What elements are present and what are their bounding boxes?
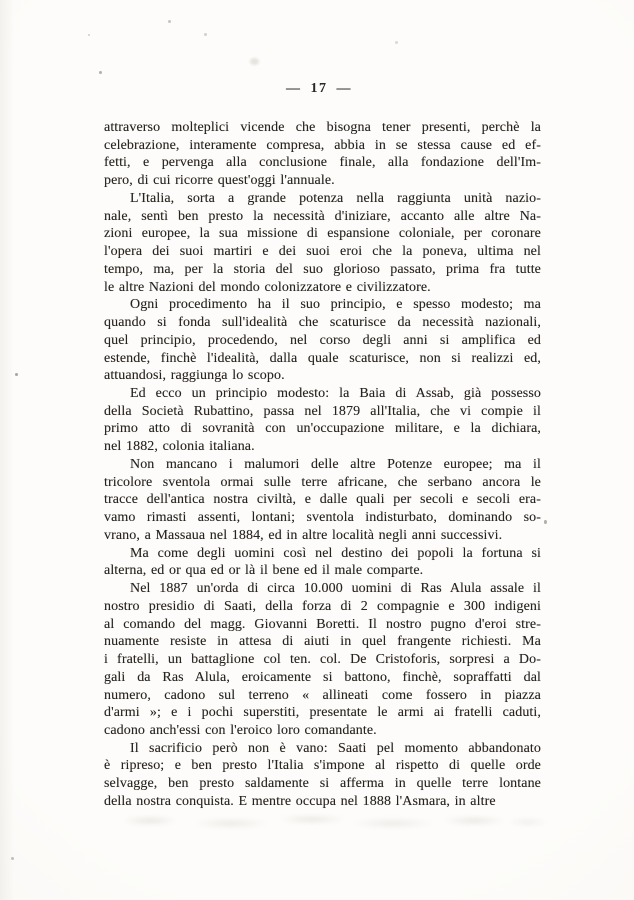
text-line: Ogni procedimento ha il suo principio, e spesso modesto; ma bbox=[130, 297, 541, 313]
text-line: attraverso molteplici vicende che bisogna tener presenti, perchè la bbox=[104, 120, 541, 135]
text-line: pero, di cui ricorre quest'oggi l'annuale. bbox=[104, 173, 335, 189]
text-line: della Società Rubattino, passa nel 1879 all'Italia, che vi compie il bbox=[104, 403, 541, 419]
text-line: zioni europee, la sua missione di espansione coloniale, per coronare bbox=[104, 226, 541, 242]
scan-speck bbox=[99, 71, 102, 74]
page-number: — 17 — bbox=[286, 81, 352, 96]
paragraph bbox=[104, 580, 541, 740]
text-line: Ma come degli uomini così nel destino dei popoli la fortuna si bbox=[130, 545, 541, 561]
text-line: tempo, ma, per la storia del suo glorioso passato, prima fra tutte bbox=[104, 261, 541, 277]
scan-speck bbox=[15, 373, 18, 376]
scan-speck bbox=[250, 58, 259, 65]
scan-speck bbox=[395, 41, 398, 44]
text-line: le altre Nazioni del mondo colonizzatore e civilizzatore. bbox=[104, 279, 431, 295]
text-line: Il sacrificio però non è vano: Saati pel momento abbandonato bbox=[130, 740, 541, 756]
text-line: al comando del magg. Giovanni Boretti. Il nostro pugno d'eroi stre- bbox=[104, 616, 541, 632]
text-line: fetti, e pervenga alla conclusione finale, alla fondazione dell'Im- bbox=[104, 155, 541, 171]
text-line: i fratelli, un battaglione col ten. col. De Cristoforis, sorpresi a Do- bbox=[104, 652, 541, 668]
paragraph bbox=[104, 740, 541, 811]
text-line: quando si fonda sull'idealità che scaturisce da necessità nazionali, bbox=[104, 315, 541, 331]
text-line: Non mancano i malumori delle altre Potenze europee; ma il bbox=[130, 456, 541, 472]
text-line: vamo rimasti assenti, lontani; sventola indisturbato, dominando so- bbox=[104, 510, 541, 526]
scan-speck bbox=[11, 857, 14, 860]
text-line: nale, sentì ben presto la necessità d'iniziare, accanto alle altre Na- bbox=[104, 208, 541, 224]
text-line: nostro presidio di Saati, della forza di 2 compagnie e 300 indigeni bbox=[104, 598, 541, 614]
paragraph bbox=[104, 456, 541, 545]
text-line: alterna, ed or qua ed or là il bene ed il male comparte. bbox=[104, 563, 424, 579]
text-line: quel principio, procedendo, nel corso degli anni si amplifica ed bbox=[104, 332, 541, 348]
text-line: celebrazione, interamente compresa, abbia in se stessa cause ed ef- bbox=[104, 137, 541, 153]
paragraph bbox=[104, 385, 541, 456]
text-line: d'armi »; e i pochi superstiti, presentate le armi ai fratelli caduti, bbox=[104, 705, 541, 721]
paragraph bbox=[104, 119, 541, 190]
scan-speck bbox=[204, 33, 207, 36]
text-line: l'opera dei suoi martiri e dei suoi eroi che la poneva, ultima nel bbox=[104, 244, 541, 260]
paragraph bbox=[104, 296, 541, 385]
paragraph bbox=[104, 190, 541, 296]
text-line: tracce dell'antica nostra civiltà, e dalle quali per secoli e secoli era- bbox=[104, 492, 541, 508]
text-line: selvagge, ben presto saldamente si afferma in quelle terre lontane bbox=[104, 776, 541, 792]
text-block bbox=[104, 119, 541, 811]
text-line: estende, finchè l'idealità, dalla quale scaturisce, non si realizzi ed, bbox=[104, 350, 541, 366]
text-line: Nel 1887 un'orda di circa 10.000 uomini di Ras Alula assale il bbox=[130, 581, 541, 597]
text-line: della nostra conquista. E mentre occupa nel 1888 l'Asmara, in altre bbox=[104, 793, 496, 809]
text-line: Ed ecco un principio modesto: la Baia di Assab, già possesso bbox=[130, 386, 541, 402]
text-line: attuandosi, raggiunga lo scopo. bbox=[104, 368, 285, 384]
paragraph bbox=[104, 545, 541, 580]
text-line: cadono anch'essi con l'eroico loro comandante. bbox=[104, 722, 377, 738]
text-line: vrano, a Massaua nel 1884, ed in altre località negli anni successivi. bbox=[104, 527, 503, 543]
text-line: primo atto di sovranità con un'occupazione militare, e la dichiara, bbox=[104, 421, 541, 437]
text-line: nuamente resiste in attesa di aiuti in quel frangente richiesti. Ma bbox=[104, 634, 541, 650]
text-line: nel 1882, colonia italiana. bbox=[104, 439, 255, 455]
scan-speck bbox=[544, 520, 547, 524]
scan-speck bbox=[88, 34, 90, 36]
text-line: tricolore sventola ormai sulle terre africane, che serbano ancora le bbox=[104, 474, 541, 490]
text-line: numero, cadono sul terreno « allineati come fossero in piazza bbox=[104, 687, 541, 703]
page-bleedthrough-smudge bbox=[96, 809, 546, 835]
scan-speck bbox=[168, 20, 171, 23]
text-line: è ripreso; e ben presto l'Italia s'impone al rispetto di quelle orde bbox=[104, 758, 541, 774]
text-line: gali da Ras Alula, eroicamente si battono, finchè, sopraffatti dal bbox=[104, 669, 541, 685]
text-line: L'Italia, sorta a grande potenza nella raggiunta unità nazio- bbox=[130, 190, 541, 206]
